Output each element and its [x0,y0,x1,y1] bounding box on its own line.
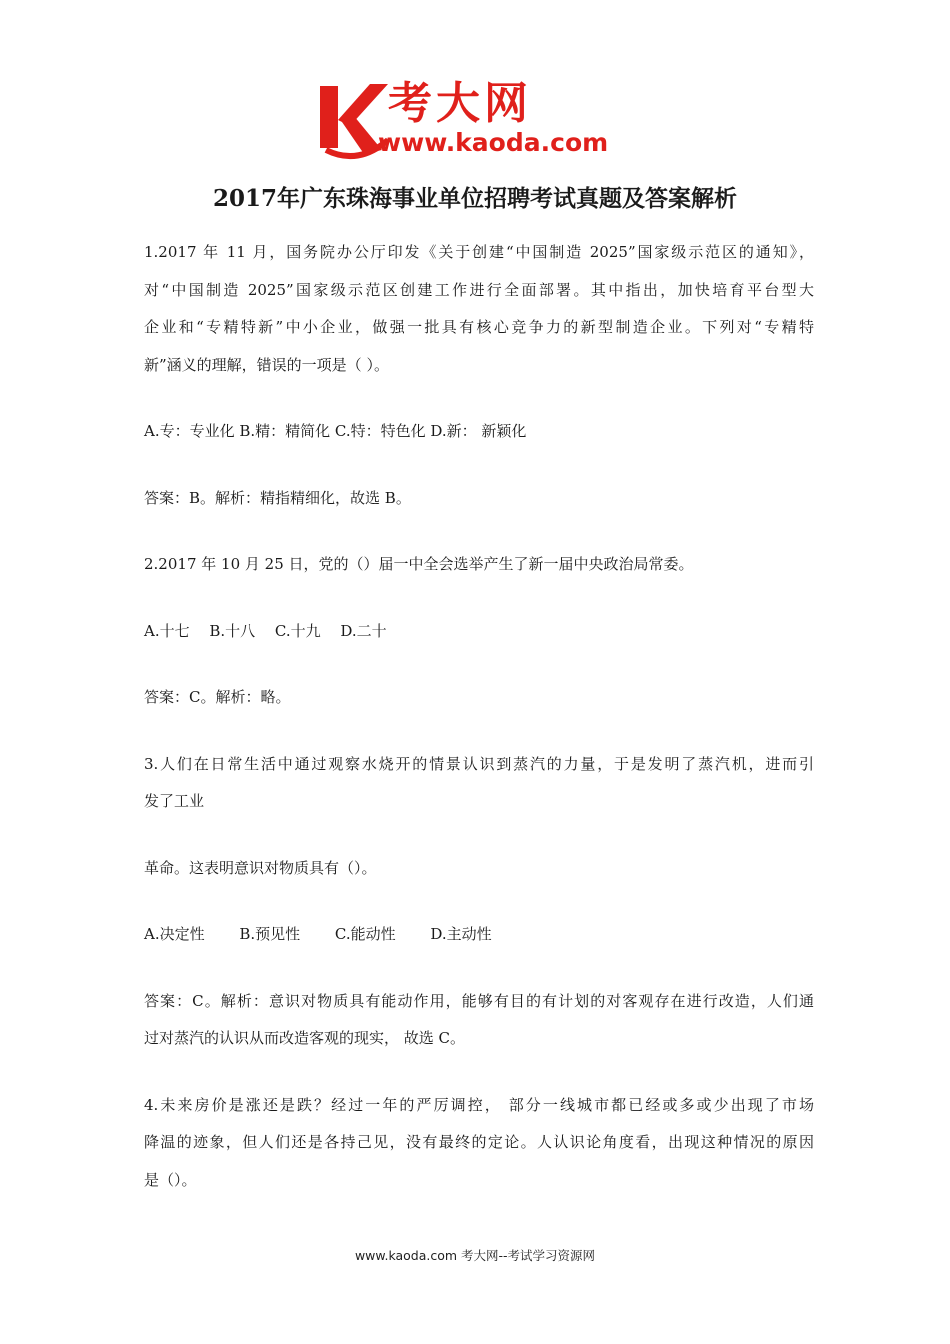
question-3-stem-continued [144,850,814,888]
logo-url-text: www.kaoda.com [378,128,609,157]
text-line: 企业和“专精特新”中小企业，做强一批具有核心竞争力的新型制造企业。下列对“专精特 [144,318,814,336]
document-body [144,234,814,1228]
question-1-options [144,413,814,451]
text-line: 是（）。 [144,1170,197,1189]
text-line: A.决定性 B.预见性 C.能动性 D.主动性 [144,925,492,943]
question-1-stem [144,234,814,384]
text-line: A.专：专业化 B.精：精简化 C.特：特色化 D.新： 新颖化 [144,422,527,440]
question-2-answer [144,679,814,717]
text-line: 对“中国制造 2025”国家级示范区创建工作进行全面部署。其中指出，加快培育平台型大 [144,280,814,299]
text-line: 革命。这表明意识对物质具有（）。 [144,858,377,877]
page-footer: www.kaoda.com 考大网--考试学习资源网 [354,1248,596,1263]
document-title: 2017年广东珠海事业单位招聘考试真题及答案解析 [212,185,737,212]
text-line: 3.人们在日常生活中通过观察水烧开的情景认识到蒸汽的力量，于是发明了蒸汽机，进而引 [144,754,814,773]
question-2-stem [144,546,814,584]
text-line: 2.2017 年 10 月 25 日，党的（）届一中全会选举产生了新一届中央政治局常委。 [144,555,694,573]
text-line: A.十七 B.十八 C.十九 D.二十 [144,621,387,640]
text-line: 答案：C。解析：意识对物质具有能动作用，能够有目的有计划的对客观存在进行改造，人们通 [144,991,814,1010]
text-line: 答案：B。解析：精指精细化，故选 B。 [144,488,411,507]
text-line: 降温的迹象，但人们还是各持己见，没有最终的定论。人认识论角度看，出现这种情况的原因 [144,1133,814,1151]
question-2-options [144,613,814,651]
text-line: 答案：C。解析：略。 [144,688,291,706]
question-3-options [144,916,814,954]
text-line: 新”涵义的理解，错误的一项是（ ）。 [144,355,389,374]
question-3-answer [144,983,814,1058]
logo-chinese-text: 考大网 [388,78,532,129]
text-line: 发了工业 [144,792,205,810]
text-line: 1.2017 年 11 月，国务院办公厅印发《关于创建“中国制造 2025”国家级示范区的通知》， [144,243,814,261]
question-4-stem [144,1087,814,1200]
text-line: 4.未来房价是涨还是跌？经过一年的严厉调控， 部分一线城市都已经或多或少出现了市场 [144,1095,814,1114]
kaoda-logo [318,78,640,160]
question-1-answer [144,480,814,518]
text-line: 过对蒸汽的认识从而改造客观的现实， 故选 C。 [144,1029,466,1047]
question-3-stem [144,746,814,821]
